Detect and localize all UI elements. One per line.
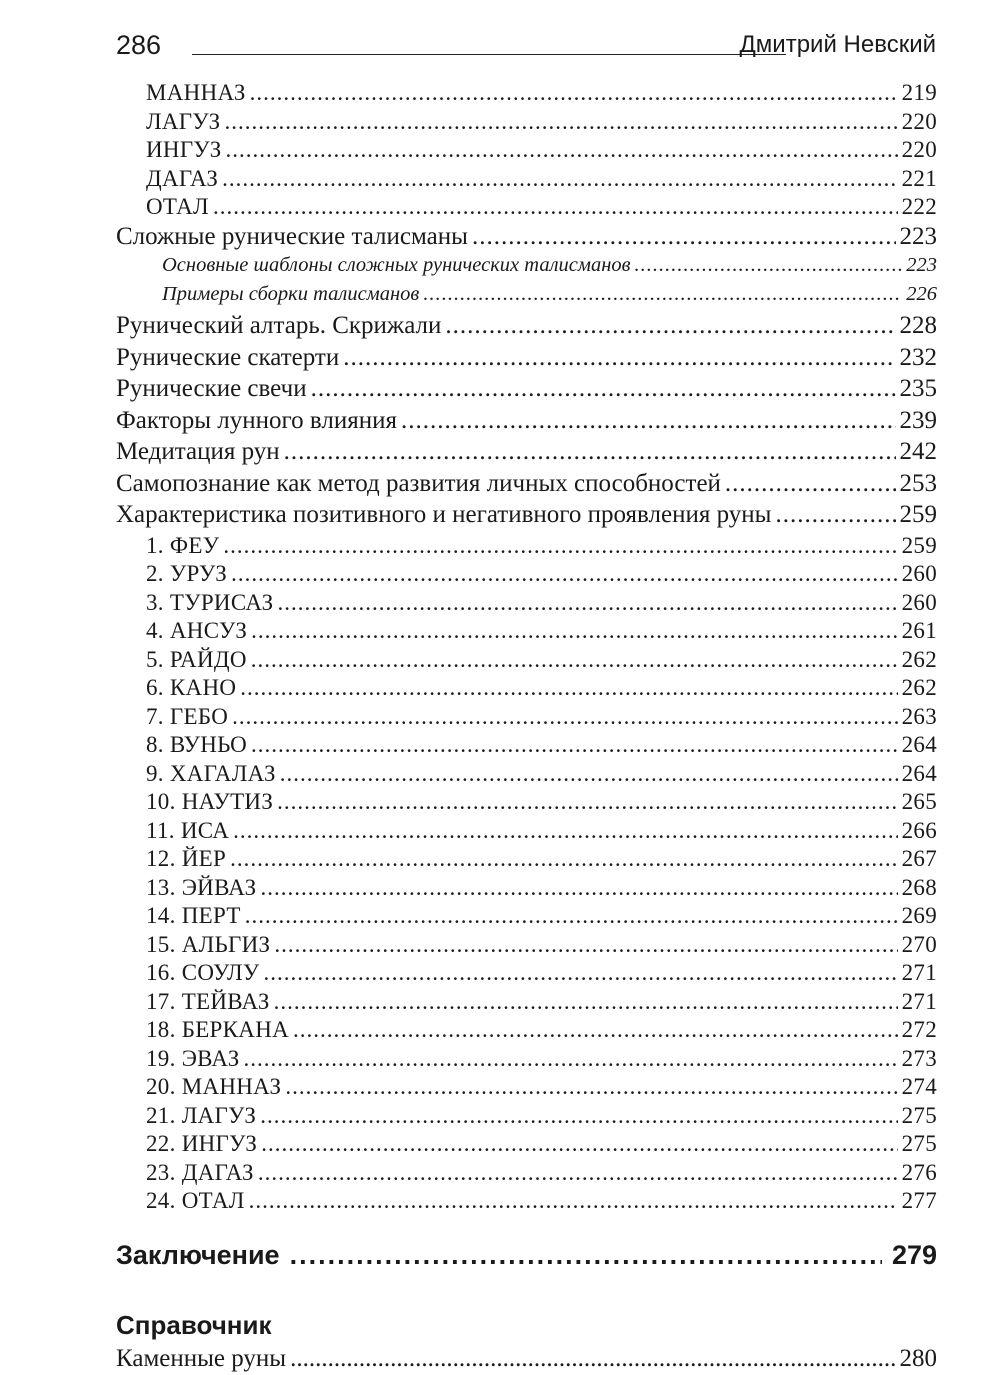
toc-rune-entry[interactable] (116, 561, 937, 590)
toc-rune-entry[interactable] (116, 1103, 937, 1132)
toc-entry-page: 220 (901, 108, 937, 134)
toc-entry-label: ОТАЛ (146, 194, 209, 219)
dot-leader (223, 533, 897, 559)
dot-leader (284, 438, 896, 466)
rune-page: 277 (901, 1188, 937, 1213)
rune-label: 11. ИСА (146, 817, 230, 843)
toc-chapter-conclusion[interactable] (116, 1240, 937, 1280)
dot-leader (258, 1160, 898, 1186)
rune-page: 271 (901, 960, 937, 985)
rune-label: 13. ЭЙВАЗ (146, 874, 257, 900)
toc-section-page: 259 (899, 501, 937, 528)
toc-section[interactable] (116, 407, 937, 439)
page-number: 286 (116, 30, 162, 60)
toc-section-label: Сложные рунические талисманы (116, 222, 468, 250)
rune-page: 275 (901, 1131, 937, 1156)
chapter-label: Заключение (116, 1240, 280, 1270)
author-name: Дмитрий Невский (739, 31, 936, 58)
toc-rune-entry[interactable] (116, 1131, 937, 1160)
rune-page: 262 (901, 675, 937, 700)
rune-page: 272 (901, 1017, 937, 1042)
toc-subsection[interactable] (116, 283, 937, 312)
toc-section-label: Рунические свечи (116, 375, 307, 402)
dot-leader (251, 732, 898, 758)
dot-leader (244, 1046, 898, 1072)
toc-subsection-page: 223 (906, 254, 937, 276)
dot-leader (231, 561, 897, 587)
rune-label: 19. ЭВАЗ (146, 1045, 240, 1071)
toc-section-label: Факторы лунного влияния (116, 406, 398, 434)
rune-page: 270 (901, 931, 937, 957)
rune-page: 260 (901, 589, 937, 615)
dot-leader (250, 80, 898, 106)
rune-label: 14. ПЕРТ (146, 903, 241, 928)
toc-rune-entry[interactable] (116, 732, 937, 761)
toc-entry-label: Каменные руны (116, 1345, 287, 1372)
toc-section[interactable] (116, 470, 937, 502)
toc-section[interactable] (116, 501, 937, 533)
dot-leader (260, 875, 897, 901)
dot-leader (232, 704, 897, 730)
dot-leader (245, 903, 898, 929)
dot-leader (225, 109, 898, 135)
rune-page: 276 (901, 1159, 937, 1185)
rune-label: 2. УРУЗ (146, 561, 228, 586)
dot-leader (277, 789, 897, 815)
toc-entry-page: 220 (901, 137, 937, 162)
rune-page: 263 (901, 703, 937, 729)
rune-label: 20. МАННАЗ (146, 1074, 282, 1099)
dot-leader (423, 283, 902, 306)
toc-section-label: Рунический алтарь. Скрижали (116, 312, 442, 339)
toc-entry[interactable] (116, 194, 937, 223)
rune-page: 273 (901, 1045, 937, 1071)
toc-entry-label: ИНГУЗ (146, 137, 222, 162)
rune-label: 9. ХАГАЛАЗ (146, 760, 276, 786)
toc-entry-label: ДАГАЗ (146, 165, 219, 191)
rune-page: 259 (901, 532, 937, 558)
dot-leader (343, 344, 895, 372)
appendix-heading: Справочник (116, 1310, 272, 1340)
rune-page: 271 (901, 988, 937, 1014)
toc-subsection[interactable] (116, 254, 937, 283)
toc-section-page: 232 (899, 343, 937, 371)
toc-section-label: Медитация рун (116, 438, 280, 465)
toc-rune-entry[interactable] (116, 647, 937, 676)
table-of-contents (116, 80, 937, 1217)
toc-entry[interactable] (116, 137, 937, 166)
toc-entry-page: 280 (899, 1345, 937, 1372)
dot-leader (222, 166, 897, 192)
toc-rune-entry[interactable] (116, 818, 937, 847)
rune-label: 23. ДАГАЗ (146, 1159, 254, 1185)
dot-leader (230, 846, 898, 872)
rune-page: 268 (901, 874, 937, 900)
dot-leader (251, 618, 897, 644)
toc-rune-entry[interactable] (116, 989, 937, 1018)
toc-section-page: 228 (899, 312, 937, 339)
dot-leader (274, 932, 897, 958)
toc-entry-label: МАННАЗ (146, 80, 246, 105)
toc-section-page: 239 (899, 406, 937, 434)
rune-page: 261 (901, 618, 937, 643)
toc-section-page: 253 (899, 469, 937, 497)
dot-leader (290, 1345, 895, 1373)
rune-page: 274 (901, 1074, 937, 1099)
toc-rune-entry[interactable] (116, 675, 937, 704)
rune-label: 4. АНСУЗ (146, 618, 248, 643)
dot-leader (775, 501, 895, 529)
toc-rune-entry[interactable] (116, 875, 937, 904)
rune-page: 275 (901, 1102, 937, 1128)
toc-rune-entry[interactable] (116, 903, 937, 932)
dot-leader (445, 312, 895, 340)
dot-leader (274, 989, 898, 1015)
rune-label: 1. ФЕУ (146, 532, 220, 558)
toc-section[interactable] (116, 375, 937, 407)
dot-leader (260, 1103, 897, 1129)
toc-section-page: 242 (899, 438, 937, 465)
toc-section[interactable] (116, 312, 937, 344)
toc-rune-entry[interactable] (116, 960, 937, 989)
rune-label: 6. КАНО (146, 675, 237, 700)
dot-leader (240, 675, 897, 701)
dot-leader (401, 407, 895, 435)
dot-leader (249, 1188, 898, 1214)
rune-label: 8. ВУНЬО (146, 732, 248, 757)
rune-label: 5. РАЙДО (146, 646, 247, 672)
rune-page: 264 (901, 732, 937, 757)
toc-entry-page: 221 (901, 165, 937, 191)
rune-label: 17. ТЕЙВАЗ (146, 988, 270, 1014)
toc-entry[interactable] (116, 80, 937, 109)
toc-rune-entry[interactable] (116, 1046, 937, 1075)
dot-leader (233, 818, 897, 844)
dot-leader (213, 194, 898, 220)
dot-leader (261, 1131, 897, 1157)
dot-leader (280, 761, 898, 787)
toc-rune-entry[interactable] (116, 1074, 937, 1103)
toc-entry-partial[interactable] (116, 1345, 937, 1375)
toc-entry-label: ЛАГУЗ (146, 108, 221, 134)
toc-rune-entry[interactable] (116, 533, 937, 562)
toc-rune-entry[interactable] (116, 590, 937, 619)
toc-section-page: 223 (899, 222, 937, 250)
rune-page: 267 (901, 846, 937, 871)
toc-section[interactable] (116, 223, 937, 255)
dot-leader (635, 254, 903, 277)
toc-entry-page: 219 (901, 80, 937, 105)
dot-leader (311, 375, 896, 403)
rune-page: 265 (901, 789, 937, 814)
toc-section[interactable] (116, 344, 937, 376)
toc-rune-entry[interactable] (116, 789, 937, 818)
toc-rune-entry[interactable] (116, 618, 937, 647)
rune-label: 24. ОТАЛ (146, 1188, 245, 1213)
chapter-page: 279 (891, 1240, 937, 1270)
toc-subsection-label: Основные шаблоны сложных рунических талисманов (162, 254, 631, 276)
toc-subsection-label: Примеры сборки талисманов (162, 283, 420, 305)
dot-leader (251, 647, 898, 673)
toc-rune-entry[interactable] (116, 761, 937, 790)
toc-section-page: 235 (899, 375, 937, 402)
toc-section-label: Самопознание как метод развития личных способностей (116, 469, 721, 497)
rune-page: 266 (901, 817, 937, 843)
rune-label: 18. БЕРКАНА (146, 1017, 290, 1042)
rune-page: 264 (901, 760, 937, 786)
rune-label: 22. ИНГУЗ (146, 1131, 258, 1156)
dot-leader (290, 1240, 882, 1271)
rune-label: 12. ЙЕР (146, 846, 227, 871)
rune-page: 262 (901, 646, 937, 672)
toc-section-label: Характеристика позитивного и негативного проявления руны (116, 501, 772, 528)
toc-rune-entry[interactable] (116, 1188, 937, 1217)
toc-entry-page: 222 (901, 194, 937, 219)
toc-rune-entry[interactable] (116, 846, 937, 875)
toc-rune-entry[interactable] (116, 704, 937, 733)
toc-section-label: Рунические скатерти (116, 343, 340, 371)
dot-leader (226, 137, 898, 163)
dot-leader (725, 470, 896, 498)
rune-label: 16. СОУЛУ (146, 960, 260, 985)
rune-label: 7. ГЕБО (146, 703, 229, 729)
dot-leader (263, 960, 897, 986)
toc-rune-entry[interactable] (116, 1160, 937, 1189)
rune-label: 15. АЛЬГИЗ (146, 931, 271, 957)
rune-page: 260 (901, 561, 937, 586)
toc-entry[interactable] (116, 166, 937, 195)
toc-rune-entry[interactable] (116, 1017, 937, 1046)
header-rule (192, 54, 786, 55)
page-header (116, 26, 936, 66)
toc-section[interactable] (116, 438, 937, 470)
toc-subsection-page: 226 (906, 283, 937, 305)
dot-leader (278, 590, 898, 616)
dot-leader (472, 223, 896, 251)
rune-label: 10. НАУТИЗ (146, 789, 274, 814)
dot-leader (285, 1074, 897, 1100)
rune-label: 3. ТУРИСАЗ (146, 589, 274, 615)
rune-page: 269 (901, 903, 937, 928)
dot-leader (293, 1017, 898, 1043)
toc-entry[interactable] (116, 109, 937, 138)
toc-rune-entry[interactable] (116, 932, 937, 961)
rune-label: 21. ЛАГУЗ (146, 1102, 257, 1128)
